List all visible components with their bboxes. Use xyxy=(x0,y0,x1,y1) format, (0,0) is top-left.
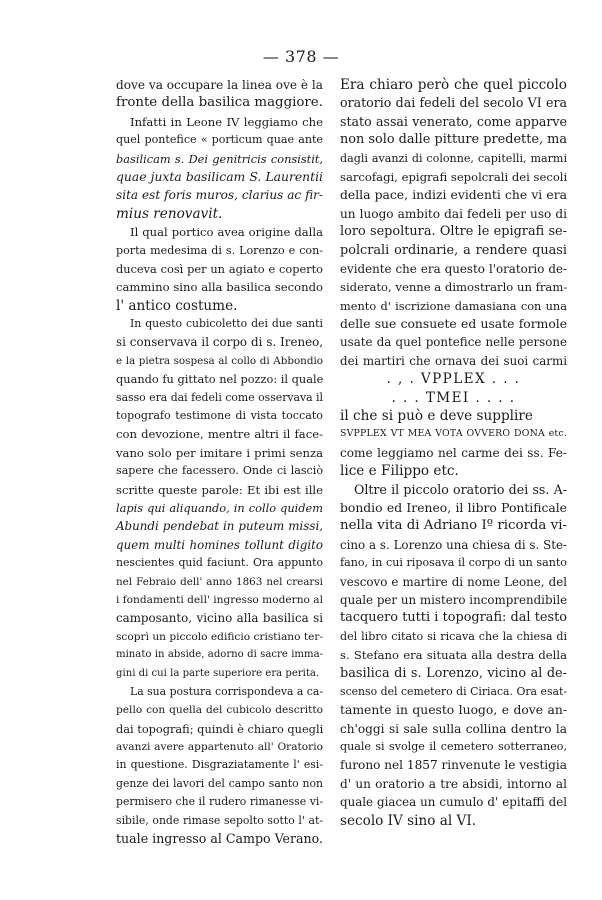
text-line: del libro citato si ricava che la chiesa di xyxy=(340,629,567,643)
text-line: dagli avanzi di colonne, capitelli, marmi xyxy=(340,151,567,165)
text-line: quel pontefice « porticum quae ante xyxy=(116,133,323,147)
text-line: oratorio dai fedeli del secolo VI era xyxy=(340,95,567,111)
text-line: scoprì un piccolo edificio cristiano ter- xyxy=(116,630,324,643)
text-line: s. Stefano era situata alla destra della xyxy=(340,648,567,663)
text-line: sasso era dai fedeli come osservava il xyxy=(116,390,323,404)
text-line: l' antico costume. xyxy=(116,297,238,314)
text-line: mento d' iscrizione damasiana con una xyxy=(340,298,567,313)
text-line: Abundi pendebat in puteum missi, xyxy=(116,519,323,534)
text-line: quale si svolge il cemetero sotterraneo, xyxy=(340,740,567,754)
text-line: sarcofagi, epigrafi sepolcrali dei secoli xyxy=(340,169,568,184)
text-line: polcrali ordinarie, a rendere quasi xyxy=(340,242,567,258)
left-column xyxy=(116,76,323,848)
text-line: non solo dalle pitture predette, ma xyxy=(340,132,567,148)
text-line: porta medesima di s. Lorenzo e con- xyxy=(116,243,323,257)
text-line: d' un oratorio a tre absidi, intorno al xyxy=(340,776,567,791)
text-line: bondio ed Ireneo, il libro Pontificale xyxy=(340,500,567,515)
text-line: furono nel 1857 rinvenute le vestigia xyxy=(340,758,567,773)
inscription-supplement-line: SVPPLEX VT MEA VOTA OVVERO DONA etc. xyxy=(340,428,567,440)
text-line: stato assai venerato, come apparve xyxy=(340,113,567,129)
text-line: nella vita di Adriano Iº ricorda vi- xyxy=(340,518,567,534)
text-line: in questione. Disgraziatamente l' esi- xyxy=(116,758,323,772)
text-line: si conservava il corpo di s. Ireneo, xyxy=(116,335,323,350)
text-line: ch'oggi si sale sulla collina dentro la xyxy=(340,721,567,736)
text-line: Era chiaro però che quel piccolo xyxy=(340,77,567,93)
text-line: dei martiri che ornava dei suoi carmi xyxy=(340,353,567,368)
text-line: scenso del cemetero di Ciriaca. Ora esat- xyxy=(340,684,567,698)
text-line: tuale ingresso al Campo Verano. xyxy=(116,831,324,847)
text-line: basilica di s. Lorenzo, vicino al de- xyxy=(340,665,567,681)
text-line: fano, in cui riposava il corpo di un santo xyxy=(340,556,567,570)
text-line: dove va occupare la linea ove è la xyxy=(116,78,323,92)
text-line: i fondamenti dell' ingresso moderno al xyxy=(116,593,323,606)
text-line: nel Febraio dell' anno 1863 nel crearsi xyxy=(116,575,323,588)
text-line: sita est foris muros, clarius ac fir- xyxy=(116,188,323,203)
text-line: scritte queste parole: Et ibi est ille xyxy=(116,482,323,497)
text-line: gini di cui la parte superiore era perita. xyxy=(116,667,320,679)
text-line: delle sue consuete ed usate formole xyxy=(340,317,567,332)
text-line: pello con quella del cubicolo descritto xyxy=(116,704,323,717)
text-line: con devozione, mentre altri il face- xyxy=(116,427,323,442)
text-line: In questo cubicoletto dei due santi xyxy=(130,317,323,331)
text-line: La sua postura corrispondeva a ca- xyxy=(130,684,324,698)
text-line: siderato, venne a dimostrarlo un fram- xyxy=(340,280,568,295)
text-line: dai topografi; quindi è chiaro quegli xyxy=(116,721,324,736)
text-line: topografo testimone di vista toccato xyxy=(116,409,323,423)
text-line: Il qual portico avea origine dalla xyxy=(130,225,323,240)
text-line: quae juxta basilicam S. Laurentii xyxy=(116,169,323,184)
text-line: nescientes quid faciunt. Ora appunto xyxy=(116,556,323,570)
text-line: tamente in questo luogo, e dove an- xyxy=(340,703,567,718)
inscription-line: . , . VPPLEX . . . xyxy=(386,371,521,388)
text-line: quando fu gittato nel pozzo: il quale xyxy=(116,372,324,387)
page-number: — 378 — xyxy=(262,47,340,66)
text-line: tacquero tutti i topografi: dal testo xyxy=(340,610,567,626)
text-line: quale per un mistero incomprendibile xyxy=(340,592,568,607)
text-line: avanzi avere appartenuto all' Oratorio xyxy=(116,741,323,754)
text-line: evidente che era questo l'oratorio de- xyxy=(340,261,567,276)
text-line: Infatti in Leone IV leggiamo che xyxy=(130,114,323,129)
text-line: cammino sino alla basilica secondo xyxy=(116,280,323,295)
text-line: camposanto, vicino alla basilica si xyxy=(116,611,323,626)
text-line: come leggiamo nel carme dei ss. Fe- xyxy=(340,445,567,460)
text-line: vano solo per imitare i primi senza xyxy=(116,445,323,460)
text-line: un luogo ambito dai fedeli per uso di xyxy=(340,206,567,221)
inscription-line: . . . TMEI . . . . xyxy=(391,389,516,406)
text-line: secolo IV sino al VI. xyxy=(340,812,477,829)
text-line: permisero che il rudero rimanesse vi- xyxy=(116,795,323,809)
text-line: e la pietra sospesa al collo di Abbondio xyxy=(116,354,323,367)
text-line: lice e Filippo etc. xyxy=(340,463,459,480)
text-line: sibile, onde rimase sepolto sotto l' at- xyxy=(116,813,323,827)
text-line: quale giacea un cumulo d' epitaffi del xyxy=(340,795,567,810)
text-line: basilicam s. Dei genitricis consistit, xyxy=(116,151,323,166)
text-line: cino a s. Lorenzo una chiesa di s. Ste- xyxy=(340,537,567,552)
text-line: il che si può e deve supplire xyxy=(340,408,533,425)
text-line: sapere che facessero. Onde ci lasciò xyxy=(116,464,323,478)
text-line: fronte della basilica maggiore. xyxy=(116,95,323,111)
text-line: lapis qui aliquando, in collo quidem xyxy=(116,500,323,515)
text-line: minato in abside, adorno di sacre imma- xyxy=(116,649,323,661)
text-line: loro sepoltura. Oltre le epigrafi se- xyxy=(340,224,567,240)
text-line: quem multi homines tollunt digito xyxy=(116,537,323,552)
text-line: vescovo e martire di nome Leone, del xyxy=(340,574,567,589)
text-line: Oltre il piccolo oratorio dei ss. A- xyxy=(354,481,567,497)
text-line: mius renovavit. xyxy=(116,205,223,222)
text-line: della pace, indizi evidenti che vi era xyxy=(340,188,567,203)
text-line: usate da quel pontefice nelle persone xyxy=(340,335,567,350)
text-line: duceva così per un agiato e coperto xyxy=(116,261,323,276)
text-line: genze dei lavori del campo santo non xyxy=(116,776,323,790)
right-column xyxy=(340,76,567,830)
